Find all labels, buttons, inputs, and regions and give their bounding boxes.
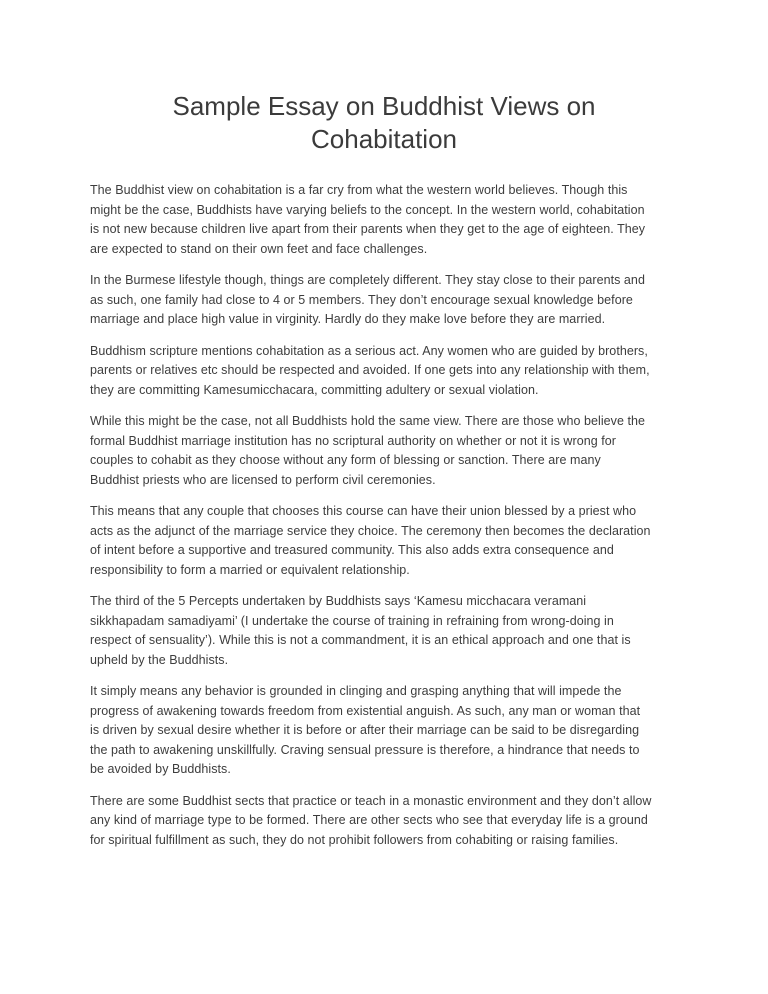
text-line: There are some Buddhist sects that practice or teach in a monastic environment and they don’t allow [90,793,652,808]
paragraph [90,592,682,670]
text-line: responsibility to form a married or equivalent relationship. [90,562,410,577]
text-line: as such, one family had close to 4 or 5 members. They don’t encourage sexual knowledge before [90,292,633,307]
text-line: This means that any couple that chooses this course can have their union blessed by a priest who [90,504,637,518]
paragraph [90,181,682,259]
paragraph [90,792,682,851]
text-line: be avoided by Buddhists. [90,762,231,776]
paragraph [90,682,682,780]
text-line: In the Burmese lifestyle though, things are completely different. They stay close to their parents and [90,273,645,287]
text-line: upheld by the Buddhists. [90,652,229,667]
text-line: of intent before a supportive and treasured community. This also adds extra consequence and [90,543,614,557]
text-line: are expected to stand on their own feet and face challenges. [90,241,428,256]
text-line: parents or relatives etc should be respected and avoided. If one gets into any relationship with them, [90,363,650,377]
paragraph [90,342,682,401]
text-line: the path to awakening unskillfully. Craving sensual pressure is therefore, a hindrance that needs to [90,742,640,757]
text-line: The third of the 5 Percepts undertaken by Buddhists says ‘Kamesu micchacara veramani [90,594,587,608]
text-line: The Buddhist view on cohabitation is a far cry from what the western world believes. Though this [90,183,628,197]
paragraph [90,502,682,580]
text-line: for spiritual fulfillment as such, they do not prohibit followers from cohabiting or raising families. [90,832,619,847]
text-line: is driven by sexual desire whether it is before or after their marriage can be said to be disregarding [90,723,640,737]
text-line: formal Buddhist marriage institution has no scriptural authority on whether or not it is wrong for [90,433,616,448]
text-line: acts as the adjunct of the marriage service they choice. The ceremony then becomes the declaration [90,523,651,538]
text-line: Buddhism scripture mentions cohabitation as a serious act. Any women who are guided by brothers, [90,343,648,358]
text-line: sikkhapadam samadiyami’ (I undertake the course of training in refraining from wrong-doing in [90,613,614,628]
text-line: marriage and place high value in virginity. Hardly do they make love before they are married. [90,312,606,326]
text-line: is not new because children live apart from their parents when they get to the age of eighteen. They [90,222,646,236]
text-line: respect of sensuality’). While this is not a commandment, it is an ethical approach and one that is [90,633,631,647]
text-line: couples to cohabit as they choose without any form of blessing or sanction. There are many [90,453,601,467]
text-line: While this might be the case, not all Buddhists hold the same view. There are those who believe the [90,414,646,428]
essay-body [90,181,682,862]
text-line: It simply means any behavior is grounded in clinging and grasping anything that will impede the [90,684,622,698]
title-line: Cohabitation [311,124,457,154]
text-line: they are committing Kamesumicchacara, committing adultery or sexual violation. [90,382,539,397]
paragraph [90,412,682,490]
text-line: progress of awakening towards freedom from existential anguish. As such, any man or woman that [90,703,641,718]
page-title [90,90,678,156]
text-line: Buddhist priests who are licensed to perform civil ceremonies. [90,472,436,487]
text-line: might be the case, Buddhists have varying beliefs to the concept. In the western world, cohabitation [90,202,645,217]
paragraph [90,271,682,330]
text-line: any kind of marriage type to be formed. There are other sects who see that everyday life is a ground [90,813,648,827]
title-line: Sample Essay on Buddhist Views on [172,91,596,121]
